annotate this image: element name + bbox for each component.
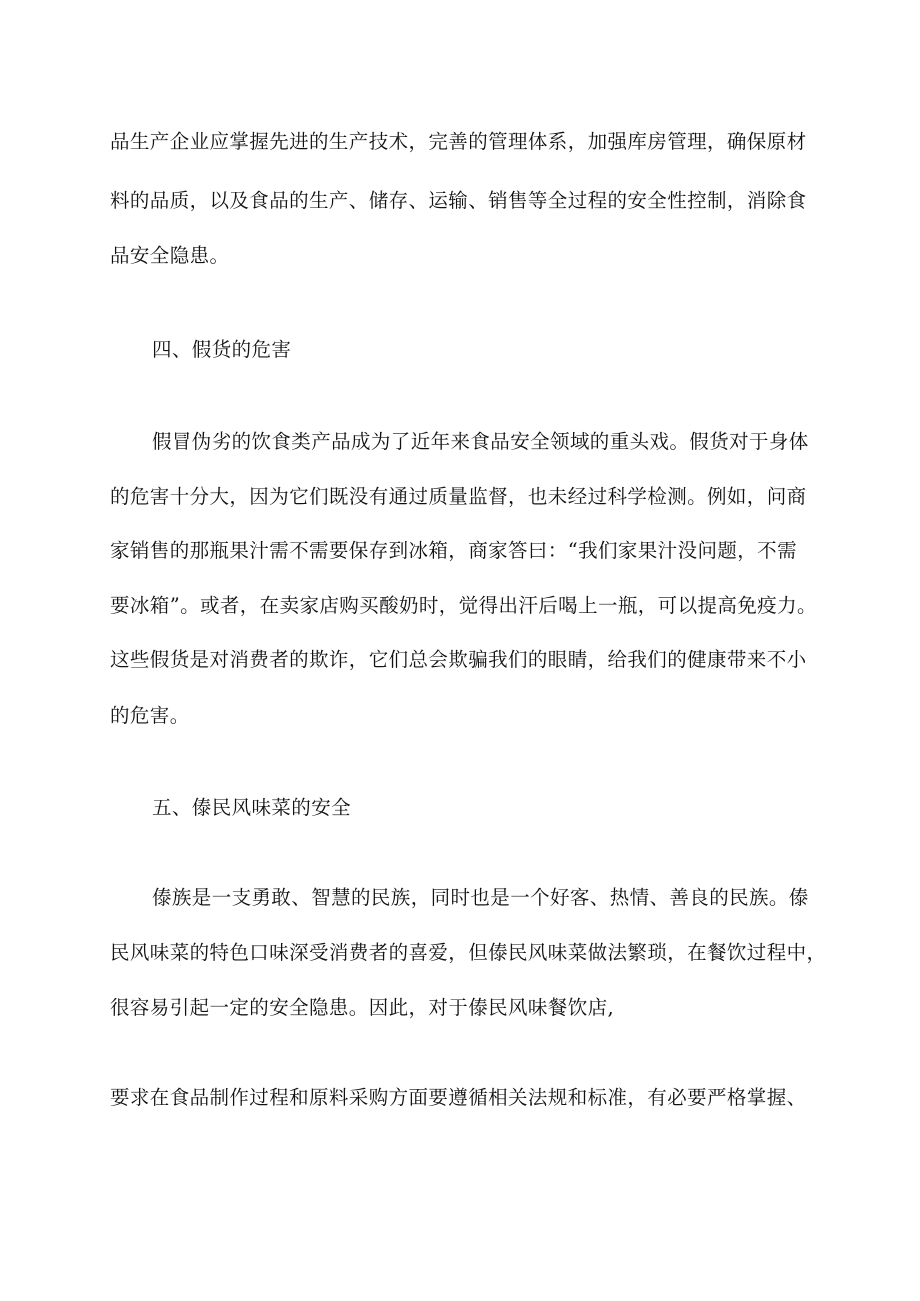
paragraph-line: 很容易引起一定的安全隐患。因此，对于傣民风味餐饮店, bbox=[110, 996, 615, 1019]
paragraph-line: 品安全隐患。 bbox=[110, 244, 230, 267]
paragraph-line: 品生产企业应掌握先进的生产技术，完善的管理体系，加强库房管理，确保原材 bbox=[110, 130, 807, 153]
paragraph-line: 料的品质，以及食品的生产、储存、运输、销售等全过程的安全性控制，消除食 bbox=[110, 189, 807, 212]
paragraph-line: 的危害。 bbox=[110, 704, 190, 727]
paragraph-line: 要冰箱”。或者，在卖家店购买酸奶时，觉得出汗后喝上一瓶，可以提高免疫力。 bbox=[110, 594, 817, 617]
paragraph-line: 要求在食品制作过程和原料采购方面要遵循相关法规和标准，有必要严格掌握、 bbox=[110, 1086, 807, 1109]
paragraph-line: 民风味菜的特色口味深受消费者的喜爱，但傣民风味菜做法繁琐，在餐饮过程中， bbox=[110, 941, 827, 964]
paragraph-line: 傣族是一支勇敢、智慧的民族，同时也是一个好客、热情、善良的民族。傣 bbox=[152, 886, 809, 909]
paragraph-line: 假冒伪劣的饮食类产品成为了近年来食品安全领域的重头戏。假货对于身体 bbox=[152, 430, 809, 453]
section-heading: 五、傣民风味菜的安全 bbox=[152, 796, 352, 819]
paragraph-line: 家销售的那瓶果汁需不需要保存到冰箱，商家答曰：“我们家果汁没问题，不需 bbox=[110, 539, 797, 562]
paragraph-line: 的危害十分大，因为它们既没有通过质量监督，也未经过科学检测。例如，问商 bbox=[110, 485, 807, 508]
paragraph-line: 这些假货是对消费者的欺诈，它们总会欺骗我们的眼睛，给我们的健康带来不小 bbox=[110, 648, 807, 671]
section-heading: 四、假货的危害 bbox=[152, 338, 292, 361]
